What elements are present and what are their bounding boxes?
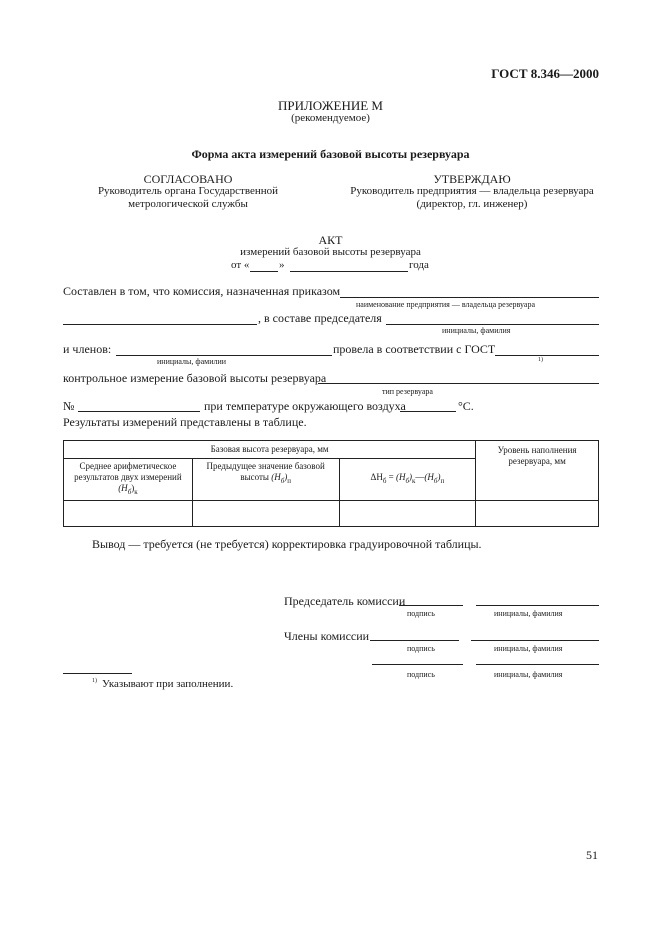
hint-members: инициалы, фамилии bbox=[157, 357, 227, 366]
body-line5-unit: °С. bbox=[458, 399, 474, 413]
table-col2-header: Предыдущее значение базовой высоты $(H_б)_п$ bbox=[192, 459, 339, 501]
chairman-field[interactable] bbox=[386, 324, 599, 325]
col2-label: Предыдущее значение базовой высоты bbox=[206, 461, 325, 482]
chairman-sign-hint: подпись bbox=[407, 609, 435, 618]
act-date-quote: » bbox=[279, 259, 285, 271]
members-label: Члены комиссии bbox=[284, 629, 370, 643]
results-table bbox=[63, 440, 599, 527]
act-subtitle: измерений базовой высоты резервуара bbox=[240, 246, 421, 258]
body-line4: контрольное измерение базовой высоты резервуара bbox=[63, 371, 327, 385]
footnote-mark-inline: 1) bbox=[538, 357, 543, 363]
col1-label: Среднее арифметическое результатов двух измерений bbox=[74, 461, 182, 482]
col1-symbol: $(H_б)_к$ bbox=[118, 483, 138, 496]
conclusion-text: Вывод — требуется (не требуется) корректировка градуировочной таблицы. bbox=[92, 537, 482, 551]
member1-sign-field[interactable] bbox=[370, 640, 459, 641]
page-number: 51 bbox=[586, 848, 598, 862]
body-line5-temp: при температуре окружающего воздуха bbox=[204, 399, 406, 413]
member1-name-hint: инициалы, фамилия bbox=[494, 644, 563, 653]
act-date-from: от « bbox=[231, 259, 250, 271]
appendix-subtitle: (рекомендуемое) bbox=[291, 112, 370, 124]
approval-left-heading: СОГЛАСОВАНО bbox=[143, 172, 233, 186]
act-year-label: года bbox=[409, 259, 429, 271]
member2-sign-field[interactable] bbox=[372, 664, 463, 665]
body-line1: Составлен в том, что комиссия, назначенная приказом bbox=[63, 284, 341, 298]
tank-number-field[interactable] bbox=[78, 411, 200, 412]
approval-left-line2: метрологической службы bbox=[128, 198, 248, 210]
body-line5-number: № bbox=[63, 399, 75, 413]
footnote-divider bbox=[63, 673, 132, 674]
member2-sign-hint: подпись bbox=[407, 670, 435, 679]
body-line3a: и членов: bbox=[63, 342, 112, 356]
act-day-field[interactable] bbox=[250, 271, 278, 272]
hint-chairman: инициалы, фамилия bbox=[442, 326, 511, 335]
table-level-header: Уровень наполнения резервуара, мм bbox=[476, 441, 599, 501]
body-line6: Результаты измерений представлены в таблице. bbox=[63, 415, 307, 429]
approval-left-line1: Руководитель органа Государственной bbox=[97, 185, 279, 197]
table-cell-delta[interactable] bbox=[339, 500, 476, 526]
tank-type-field[interactable] bbox=[318, 383, 599, 384]
temperature-field[interactable] bbox=[400, 411, 456, 412]
approval-right-line1: Руководитель предприятия — владельца резервуара bbox=[350, 185, 594, 197]
body-line2: , в составе председателя bbox=[258, 311, 382, 325]
appendix-title: ПРИЛОЖЕНИЕ М bbox=[277, 98, 383, 113]
act-title: АКТ bbox=[318, 233, 343, 247]
table-col3-header: $\Delta H_б$ = $(H_б)_к—(H_б)_п$ bbox=[339, 459, 476, 501]
form-title: Форма акта измерений базовой высоты резервуара bbox=[191, 147, 470, 161]
chairman-name-hint: инициалы, фамилия bbox=[494, 609, 563, 618]
chairman-name-field[interactable] bbox=[476, 605, 599, 606]
table-cell-prev[interactable] bbox=[192, 500, 339, 526]
body-line3b: провела в соответствии с ГОСТ bbox=[333, 342, 496, 356]
table-col1-header bbox=[64, 459, 193, 501]
approval-right-line2: (директор, гл. инженер) bbox=[416, 198, 528, 210]
chairman-sign-field[interactable] bbox=[399, 605, 463, 606]
enterprise-field[interactable] bbox=[340, 297, 599, 298]
table-cell-level[interactable] bbox=[476, 500, 599, 526]
member2-name-hint: инициалы, фамилия bbox=[494, 670, 563, 679]
member1-name-field[interactable] bbox=[471, 640, 599, 641]
act-month-field[interactable] bbox=[290, 271, 408, 272]
chairman-label: Председатель комиссии bbox=[284, 594, 406, 608]
table-cell-avg[interactable] bbox=[64, 500, 193, 526]
approval-right-heading: УТВЕРЖДАЮ bbox=[433, 172, 511, 186]
footnote-mark: 1) bbox=[92, 678, 97, 684]
enterprise-field-cont[interactable] bbox=[63, 324, 257, 325]
table-group-header: Базовая высота резервуара, мм bbox=[64, 441, 476, 459]
hint-enterprise: наименование предприятия — владельца резервуара bbox=[356, 300, 536, 309]
gost-header: ГОСТ 8.346—2000 bbox=[491, 66, 599, 81]
gost-field[interactable] bbox=[495, 355, 599, 356]
footnote-text: Указывают при заполнении. bbox=[102, 678, 234, 690]
member1-sign-hint: подпись bbox=[407, 644, 435, 653]
col3-label: ΔH bbox=[370, 472, 383, 482]
members-field[interactable] bbox=[116, 355, 332, 356]
hint-tank-type: тип резервуара bbox=[382, 387, 433, 396]
member2-name-field[interactable] bbox=[476, 664, 599, 665]
